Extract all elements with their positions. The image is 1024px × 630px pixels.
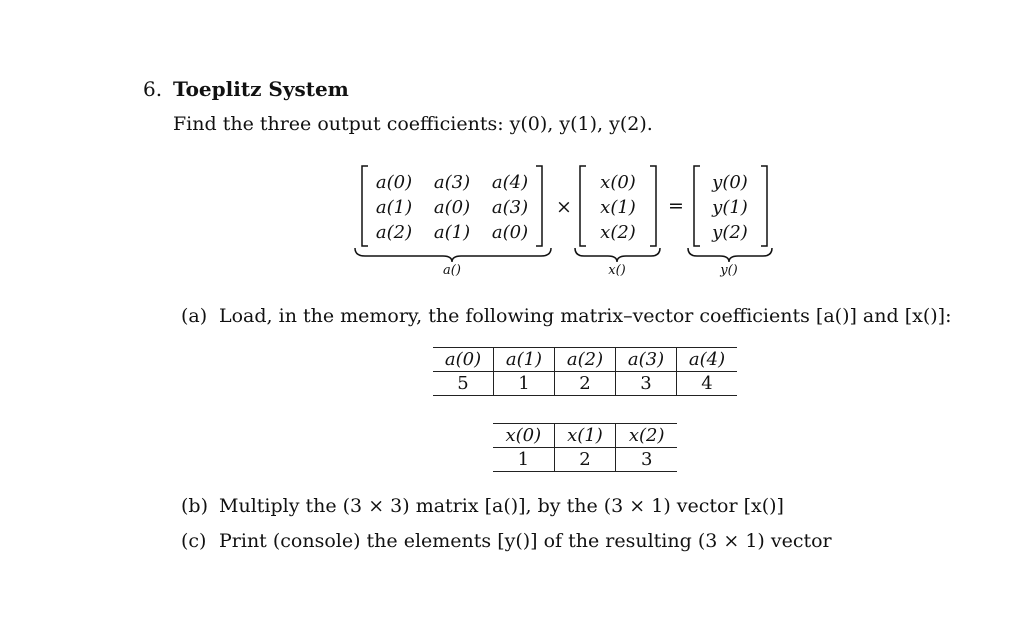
problem-title: Toeplitz System — [173, 77, 349, 101]
a-matrix-cell: a(0) — [375, 172, 413, 193]
table-header-cell: x(0) — [493, 424, 554, 448]
table-cell: 1 — [493, 372, 554, 396]
table-header-cell: a(0) — [433, 348, 493, 372]
y-vector-cell: y(1) — [712, 197, 748, 218]
part-a-text: Load, in the memory, the following matrix–vector coefficients [a()] and [x()]: — [219, 305, 952, 327]
x-brace-label: x() — [608, 263, 626, 278]
table-cell: 1 — [517, 449, 530, 470]
a-matrix-cell: a(1) — [375, 197, 413, 218]
table-cell: 2 — [554, 448, 616, 472]
table-header-cell: a(3) — [615, 348, 676, 372]
a-matrix-cell: a(3) — [433, 172, 471, 193]
x-coefficients-table — [493, 423, 677, 472]
y-vector-cell: y(0) — [712, 172, 748, 193]
table-cell: 2 — [554, 372, 615, 396]
y-vector-cell: y(2) — [712, 222, 748, 243]
table-cell: 3 — [616, 448, 677, 472]
equation-brackets — [0, 0, 1024, 300]
part-c-text: Print (console) the elements [y()] of the resulting (3 × 1) vector — [219, 530, 832, 552]
table-row — [493, 448, 677, 472]
part-b-text: Multiply the (3 × 3) matrix [a()], by the (3 × 1) vector [x()] — [219, 495, 784, 517]
a-matrix-cell: a(1) — [433, 222, 471, 243]
table-cell: 5 — [457, 373, 469, 394]
table-header-row — [493, 424, 677, 448]
problem-number: 6. — [143, 77, 163, 101]
part-c-label: (c) — [181, 530, 207, 552]
x-vector-cell: x(0) — [600, 172, 636, 193]
table-header-cell: x(2) — [616, 424, 677, 448]
table-header-cell: a(2) — [554, 348, 615, 372]
a-matrix-cell: a(2) — [375, 222, 413, 243]
table-cell: 3 — [615, 372, 676, 396]
y-brace-label: y() — [720, 263, 738, 278]
x-vector-cell: x(2) — [600, 222, 636, 243]
table-header-row — [433, 348, 737, 372]
equals-operator: = — [668, 195, 684, 217]
a-coefficients-table — [433, 347, 737, 396]
table-header-cell: x(1) — [554, 424, 616, 448]
problem-intro: Find the three output coefficients: y(0), y(1), y(2). — [173, 113, 653, 135]
part-b-label: (b) — [181, 495, 208, 517]
a-matrix-cell: a(4) — [491, 172, 529, 193]
table-cell: 4 — [677, 372, 738, 396]
a-matrix-cell: a(3) — [491, 197, 529, 218]
a-brace-label: a() — [443, 263, 461, 278]
table-row — [433, 372, 737, 396]
x-vector-cell: x(1) — [600, 197, 636, 218]
part-a-label: (a) — [181, 305, 208, 327]
table-header-cell: a(1) — [493, 348, 554, 372]
table-header-cell: a(4) — [677, 348, 738, 372]
a-matrix-cell: a(0) — [491, 222, 529, 243]
a-matrix-cell: a(0) — [433, 197, 471, 218]
times-operator: × — [556, 196, 572, 218]
